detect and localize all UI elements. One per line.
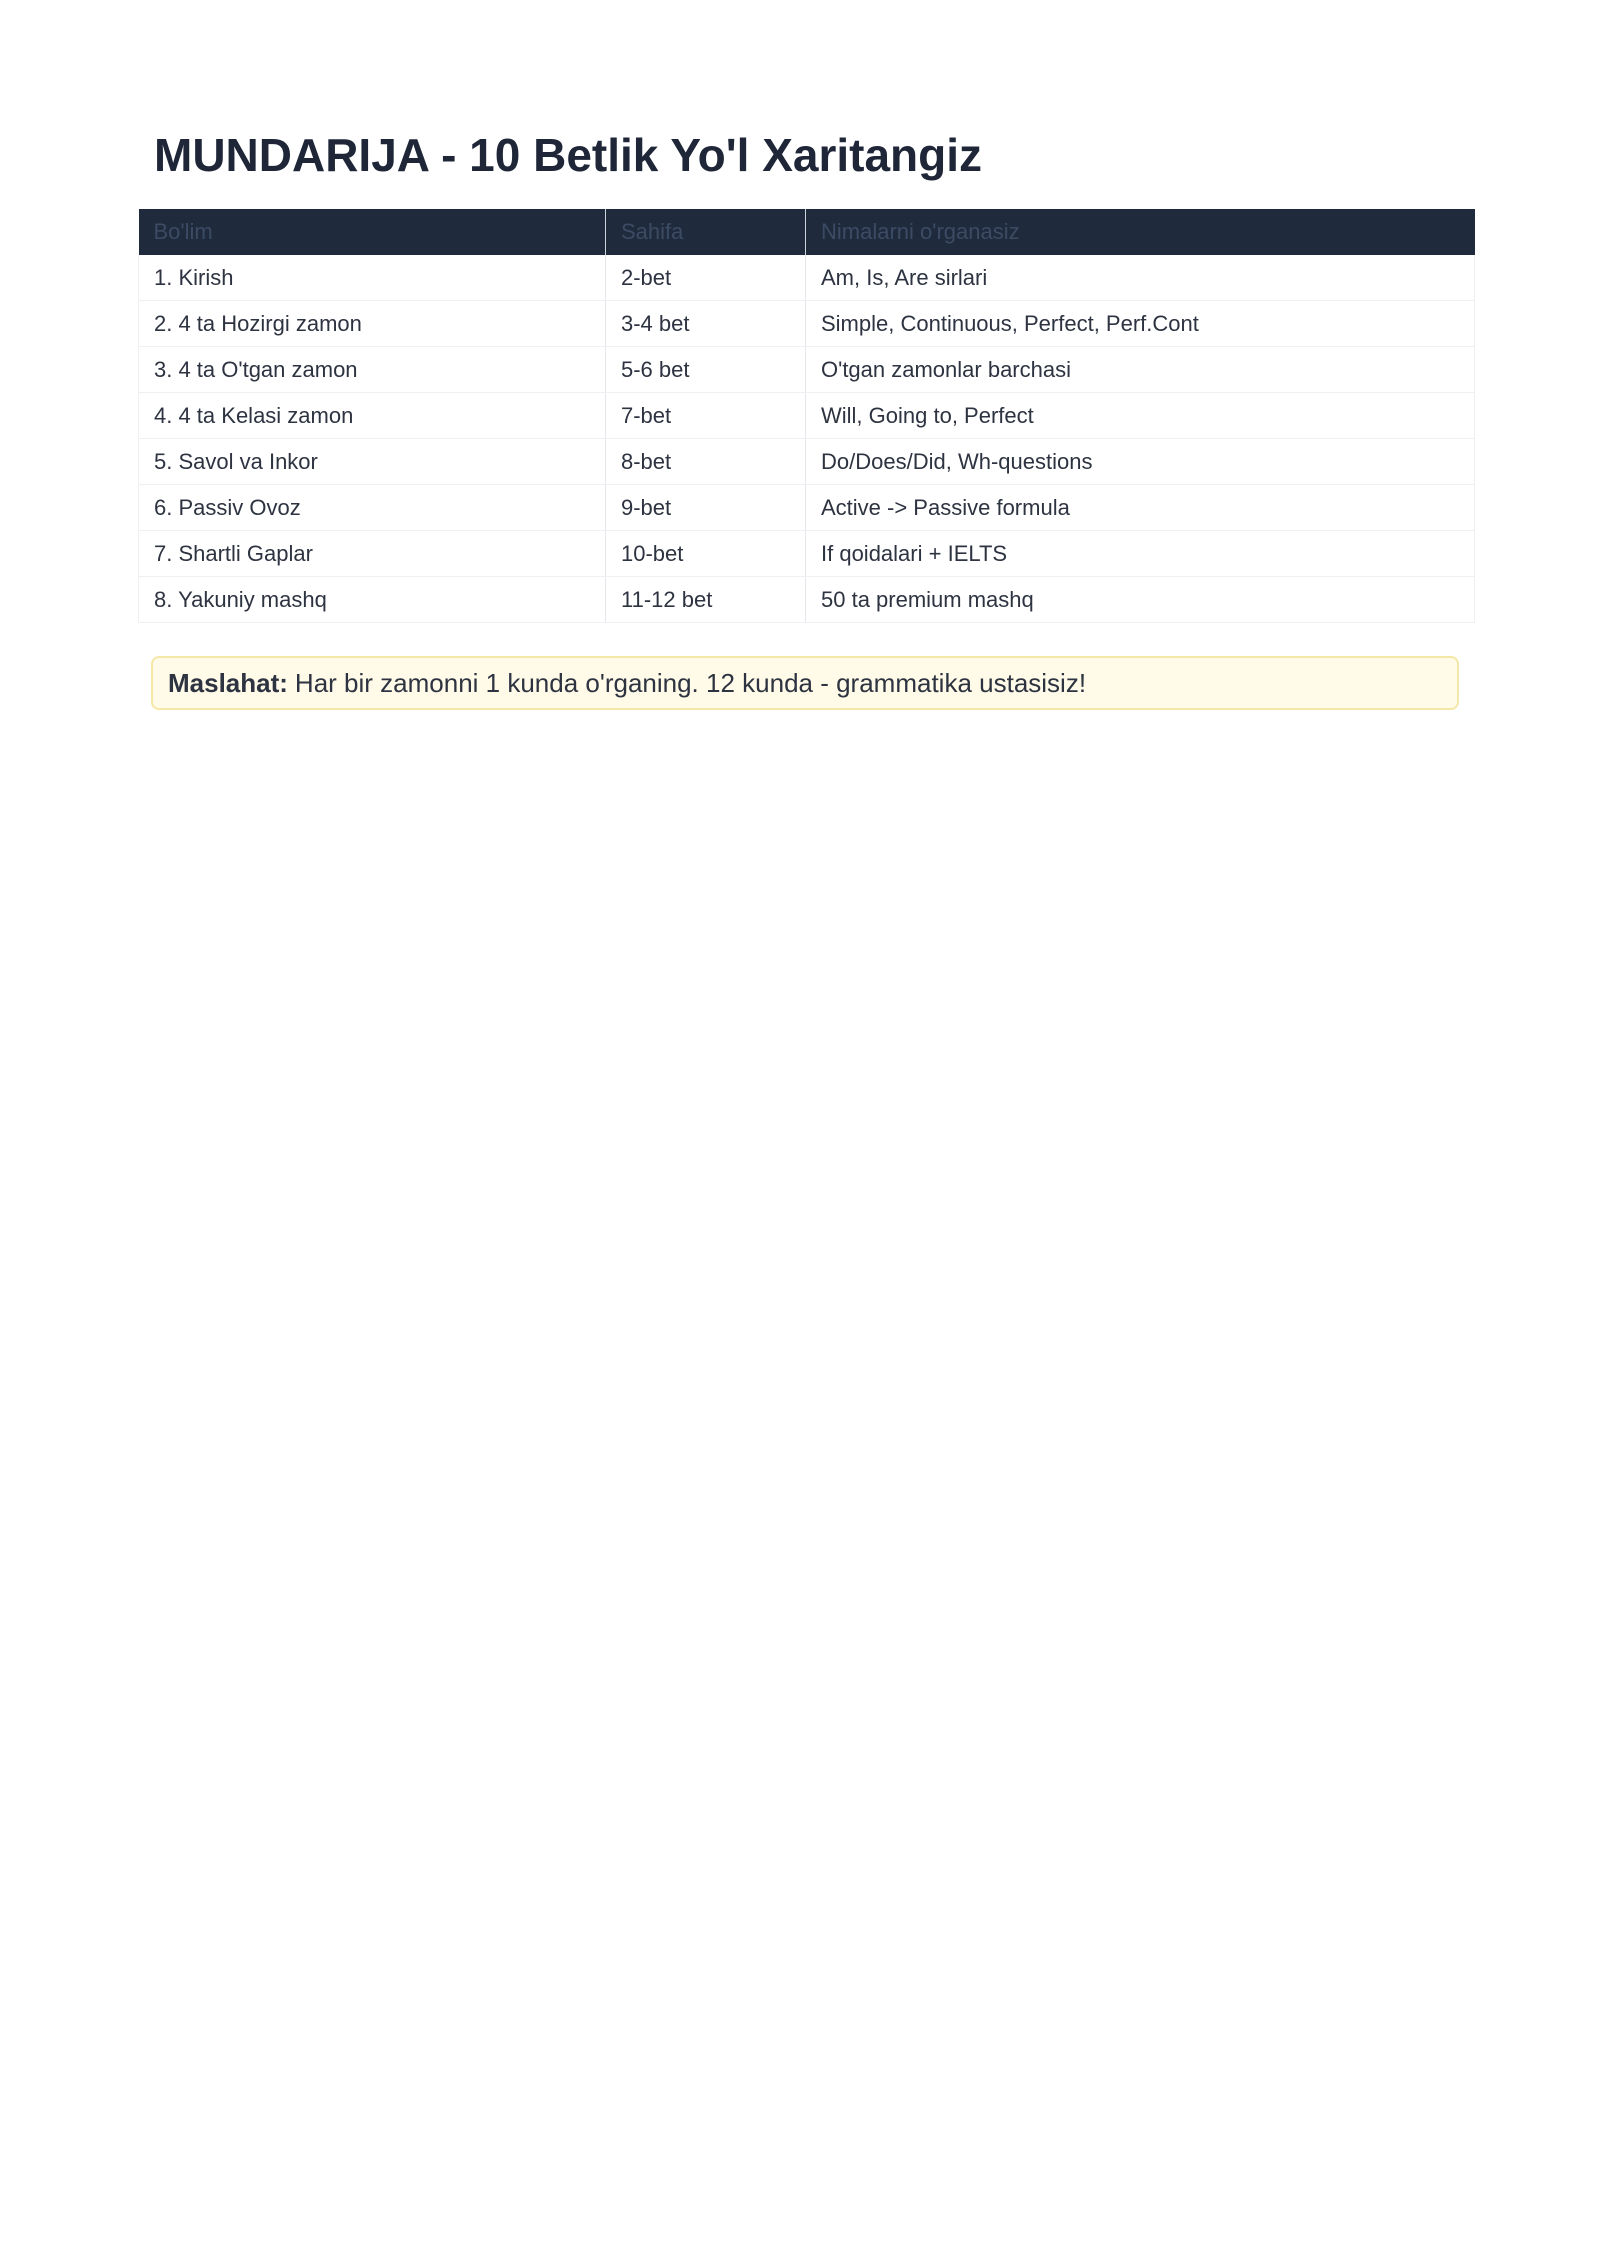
page-cell: 3-4 bet [606, 301, 806, 347]
table-header-row [139, 209, 1475, 255]
page-cell: 2-bet [606, 255, 806, 301]
column-header-topics: Nimalarni o'rganasiz [806, 209, 1475, 255]
topics-cell: O'tgan zamonlar barchasi [806, 347, 1475, 393]
topics-cell: 50 ta premium mashq [806, 577, 1475, 623]
topics-cell: Do/Does/Did, Wh-questions [806, 439, 1475, 485]
section-cell: 8. Yakuniy mashq [139, 577, 606, 623]
column-header-section: Bo'lim [139, 209, 606, 255]
page-cell: 10-bet [606, 531, 806, 577]
tip-label: Maslahat: [168, 667, 288, 698]
page-cell: 8-bet [606, 439, 806, 485]
topics-cell: Active -> Passive formula [806, 485, 1475, 531]
page-cell: 7-bet [606, 393, 806, 439]
topics-cell: Am, Is, Are sirlari [806, 255, 1475, 301]
table-row [139, 393, 1475, 439]
table-row [139, 301, 1475, 347]
table-row [139, 439, 1475, 485]
section-cell: 5. Savol va Inkor [139, 439, 606, 485]
table-row [139, 255, 1475, 301]
page-cell: 5-6 bet [606, 347, 806, 393]
section-cell: 2. 4 ta Hozirgi zamon [139, 301, 606, 347]
page-cell: 11-12 bet [606, 577, 806, 623]
tip-text: Har bir zamonni 1 kunda o'rganing. 12 kunda - grammatika ustasisiz! [294, 667, 1087, 698]
table-row [139, 531, 1475, 577]
section-cell: 3. 4 ta O'tgan zamon [139, 347, 606, 393]
tip-callout [151, 656, 1459, 710]
table-row [139, 347, 1475, 393]
table-of-contents [138, 209, 1475, 623]
topics-cell: Will, Going to, Perfect [806, 393, 1475, 439]
table-row [139, 577, 1475, 623]
section-cell: 7. Shartli Gaplar [139, 531, 606, 577]
section-cell: 4. 4 ta Kelasi zamon [139, 393, 606, 439]
section-cell: 6. Passiv Ovoz [139, 485, 606, 531]
topics-cell: If qoidalari + IELTS [806, 531, 1475, 577]
page-cell: 9-bet [606, 485, 806, 531]
page-title: MUNDARIJA - 10 Betlik Yo'l Xaritangiz [154, 129, 983, 181]
section-cell: 1. Kirish [139, 255, 606, 301]
table-row [139, 485, 1475, 531]
column-header-page: Sahifa [606, 209, 806, 255]
topics-cell: Simple, Continuous, Perfect, Perf.Cont [806, 301, 1475, 347]
